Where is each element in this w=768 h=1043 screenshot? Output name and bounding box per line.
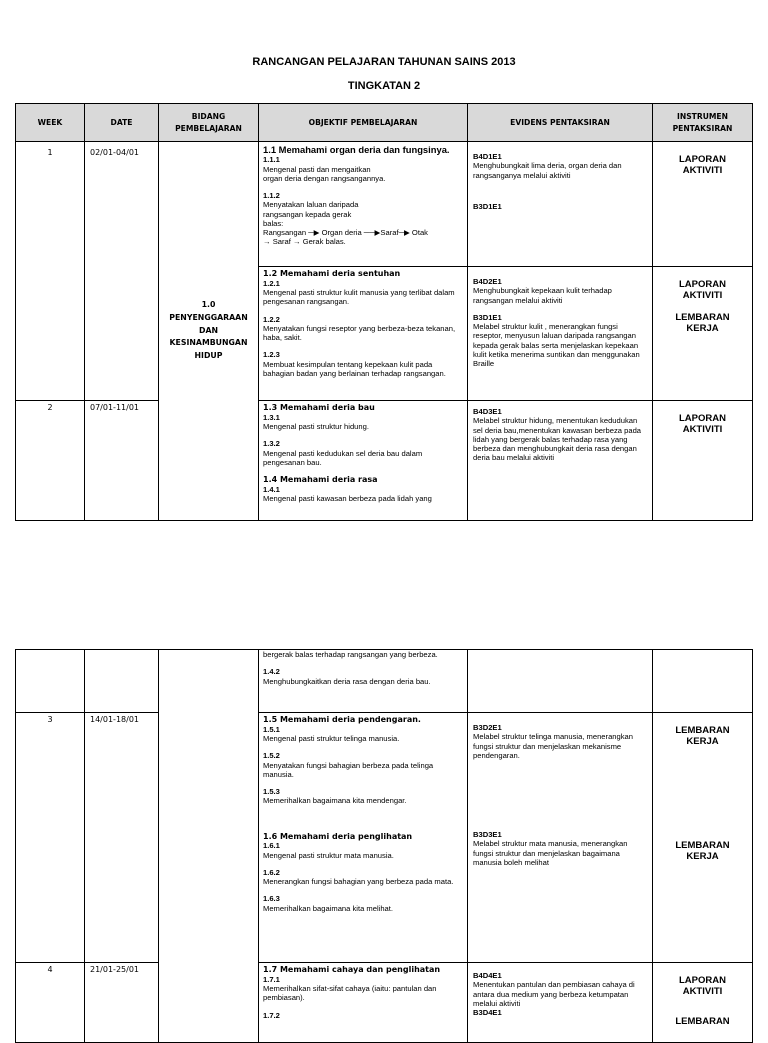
instrument-cell — [653, 650, 753, 713]
table-row — [16, 713, 753, 963]
bidang-cell — [159, 650, 259, 1043]
objective-number: 1.3.1 — [263, 412, 280, 422]
arrow-right-icon: → — [263, 237, 271, 247]
arrow-right-icon: → — [293, 237, 301, 247]
instrument-label: KERJA — [686, 851, 719, 863]
header-instrumen-line2: PENTAKSIRAN — [672, 123, 733, 133]
evidence-code: B3D1E1 — [473, 312, 502, 322]
objective-cell — [259, 713, 468, 963]
objective-text: Mengenal pasti struktur hidung. — [263, 422, 369, 431]
objective-text: organ deria dengan rangsangannya. — [263, 173, 386, 183]
flow-step: Saraf — [380, 228, 399, 238]
objective-text: Mengenal pasti struktur kulit manusia yang terlibat dalam pengesanan rangsangan. — [263, 288, 455, 307]
evidence-code: B4D3E1 — [473, 407, 502, 416]
objective-text: Memerihalkan bagaimana kita mendengar. — [263, 796, 407, 806]
objective-text: Memerihalkan bagaimana kita melihat. — [263, 903, 394, 913]
evidence-cell — [468, 267, 653, 401]
objective-cell — [259, 650, 468, 713]
evidence-code: B4D4E1 — [473, 971, 502, 980]
header-row — [16, 104, 753, 142]
objective-text: bergerak balas terhadap rangsangan yang berbeza. — [263, 650, 438, 659]
objective-number: 1.6.1 — [263, 841, 280, 851]
objective-text: Menghubungkaitkan deria rasa dengan deria bau. — [263, 676, 431, 686]
week-cell: 3 — [16, 713, 85, 963]
flow-step: Saraf — [272, 237, 291, 247]
objective-number: 1.6.3 — [263, 894, 280, 904]
instrument-label: AKTIVITI — [682, 290, 723, 302]
week-cell: 4 — [16, 963, 85, 1043]
header-date: DATE — [85, 104, 159, 142]
objective-number: 1.2.1 — [263, 278, 280, 288]
header-objektif: OBJEKTIF PEMBELAJARAN — [259, 104, 468, 142]
week-cell: 2 — [16, 401, 85, 521]
evidence-cell — [468, 401, 653, 521]
evidence-text: Menghubungkait lima deria, organ deria dan rangsanganya melalui aktiviti — [473, 161, 622, 180]
date-cell: 14/01-18/01 — [85, 713, 159, 963]
flow-step: Otak — [411, 228, 428, 238]
flow-step: Gerak balas. — [302, 237, 346, 247]
bidang-cell — [159, 142, 259, 521]
week-cell: 1 — [16, 142, 85, 401]
objective-text: Menerangkan fungsi bahagian yang berbeza pada mata. — [263, 877, 454, 886]
instrument-label: LEMBARAN — [675, 839, 730, 851]
evidence-text: Menghubungkait kepekaan kulit terhadap rangsangan melalui aktiviti — [473, 286, 612, 305]
objective-text: Menyatakan laluan daripada — [263, 200, 359, 210]
objective-number: 1.1.2 — [263, 191, 280, 201]
objective-number: 1.4.2 — [263, 667, 280, 677]
objective-number: 1.3.2 — [263, 439, 280, 449]
objective-cell — [259, 401, 468, 521]
instrument-cell — [653, 267, 753, 401]
evidence-text: Melabel struktur kulit , menerangkan fungsi reseptor, menyusun laluan daripada rangsangan kepada gerak balas serta menjelaskan kepekaan kulit ketika menerima suntikan dan menggunakan Braille — [473, 322, 640, 368]
plan-table-page2 — [15, 649, 753, 1043]
objective-number: 1.5.1 — [263, 724, 280, 734]
objective-cell — [259, 142, 468, 267]
flow-step: Organ deria — [321, 228, 362, 238]
instrument-cell — [653, 713, 753, 963]
evidence-cell — [468, 713, 653, 963]
section-title: 1.5 Memahami deria pendengaran. — [263, 715, 421, 724]
section-title: 1.6 Memahami deria penglihatan — [263, 831, 413, 841]
plan-table-page1 — [15, 103, 753, 521]
objective-text: Mengenal pasti struktur telinga manusia. — [263, 734, 400, 743]
objective-number: 1.1.1 — [263, 155, 280, 165]
evidence-code: B3D1E1 — [473, 201, 502, 211]
objective-text: Mengenal pasti struktur mata manusia. — [263, 850, 394, 860]
document-subtitle: TINGKATAN 2 — [347, 80, 421, 92]
instrument-label: AKTIVITI — [682, 986, 723, 998]
evidence-text: Melabel struktur telinga manusia, menerangkan fungsi struktur dan menjelaskan mekanisme pendengaran. — [473, 732, 633, 760]
header-instrumen-line1: INSTRUMEN — [677, 111, 728, 121]
table-row — [16, 142, 753, 267]
instrument-label: AKTIVITI — [682, 165, 723, 177]
objective-text: rangsangan kepada gerak — [263, 209, 352, 219]
bidang-line: DAN — [198, 325, 219, 335]
instrument-label: LAPORAN — [679, 154, 726, 165]
objective-number: 1.2.2 — [263, 314, 280, 324]
instrument-label: LAPORAN — [679, 975, 726, 986]
date-cell: 21/01-25/01 — [85, 963, 159, 1043]
evidence-code: B4D2E1 — [473, 277, 502, 286]
evidence-text: Menentukan pantulan dan pembiasan cahaya di antara dua medium yang berbeza ketumpatan melalui aktiviti — [473, 980, 635, 1008]
objective-number: 1.2.3 — [263, 350, 280, 360]
header-week: WEEK — [16, 104, 85, 142]
objective-number: 1.6.2 — [263, 867, 280, 877]
objective-text: Mengenal pasti kedudukan sel deria bau dalam pengesanan bau. — [263, 448, 423, 467]
objective-text: Mengenal pasti kawasan berbeza pada lidah yang — [263, 494, 432, 503]
objective-text: Menyatakan fungsi bahagian berbeza pada telinga manusia. — [263, 760, 434, 779]
table-row — [16, 650, 753, 713]
instrument-label: AKTIVITI — [682, 424, 723, 436]
evidence-cell — [468, 650, 653, 713]
instrument-label: KERJA — [686, 323, 719, 335]
bidang-line: 1.0 — [201, 299, 216, 309]
evidence-cell — [468, 142, 653, 267]
week-cell — [16, 650, 85, 713]
section-title: 1.1 Memahami organ deria dan fungsinya. — [263, 144, 450, 155]
objective-text: Menyatakan fungsi reseptor yang berbeza-beza tekanan, haba, sakit. — [263, 323, 456, 342]
instrument-label: KERJA — [686, 736, 719, 748]
flow-step: Rangsangan — [263, 228, 307, 238]
objective-cell — [259, 963, 468, 1043]
evidence-text: Melabel struktur hidung, menentukan kedudukan sel deria bau,menentukan kawasan berbeza pada lidah yang bergerak balas terhadap rasa yang berbeza dan menghubungkait deria rasa dengan deria bau melalui aktiviti — [473, 416, 642, 463]
objective-text: balas: — [263, 218, 284, 228]
header-bidang-line1: BIDANG — [191, 111, 226, 121]
bidang-line: KESINAMBUNGAN — [169, 338, 248, 348]
objective-cell — [259, 267, 468, 401]
flow-line — [263, 228, 464, 237]
objective-number: 1.4.1 — [263, 484, 280, 494]
instrument-label: LAPORAN — [679, 279, 726, 290]
evidence-text: Melabel struktur mata manusia, menerangkan fungsi struktur dan menjelaskan bagaimana manusia boleh melihat — [473, 839, 628, 867]
flow-line — [263, 237, 464, 246]
date-cell: 07/01-11/01 — [85, 401, 159, 521]
instrument-cell — [653, 401, 753, 521]
section-title: 1.2 Memahami deria sentuhan — [263, 269, 401, 278]
objective-text: Memerihalkan sifat-sifat cahaya (iaitu: pantulan dan pembiasan). — [263, 984, 437, 1003]
evidence-code: B3D2E1 — [473, 723, 502, 732]
section-title: 1.3 Memahami deria bau — [263, 403, 375, 412]
bidang-line: HIDUP — [194, 351, 223, 361]
header-bidang-line2: PEMBELAJARAN — [175, 123, 242, 133]
arrow-right-icon: ─▶ — [398, 228, 410, 238]
instrument-label: LEMBARAN — [675, 311, 730, 323]
instrument-cell — [653, 963, 753, 1043]
evidence-code: B3D4E1 — [473, 1008, 502, 1017]
date-cell — [85, 650, 159, 713]
objective-text: Mengenal pasti dan mengaitkan — [263, 164, 371, 174]
instrument-cell — [653, 142, 753, 267]
objective-text: Membuat kesimpulan tentang kepekaan kulit pada bahagian badan yang berlainan terhadap rangsangan. — [263, 359, 446, 378]
evidence-cell — [468, 963, 653, 1043]
objective-number: 1.5.2 — [263, 751, 280, 761]
instrument-label: LEMBARAN — [675, 725, 730, 736]
table-row — [16, 401, 753, 521]
table-row — [16, 963, 753, 1043]
section-title: 1.4 Memahami deria rasa — [263, 475, 378, 484]
bidang-line: PENYENGGARAAN — [169, 312, 248, 322]
instrument-label: LEMBARAN — [675, 1015, 730, 1027]
document-title: RANCANGAN PELAJARAN TAHUNAN SAINS 2013 — [252, 56, 516, 68]
header-bidang — [159, 104, 259, 142]
arrow-right-icon: ─▶ — [308, 228, 320, 238]
arrow-right-icon: ──▶ — [363, 228, 381, 238]
section-title: 1.7 Memahami cahaya dan penglihatan — [263, 965, 441, 974]
header-evidens: EVIDENS PENTAKSIRAN — [468, 104, 653, 142]
evidence-code: B3D3E1 — [473, 830, 502, 839]
header-instrumen — [653, 104, 753, 142]
evidence-code: B4D1E1 — [473, 152, 502, 161]
objective-number: 1.7.2 — [263, 1010, 280, 1020]
objective-number: 1.5.3 — [263, 787, 280, 796]
objective-number: 1.7.1 — [263, 974, 280, 984]
date-cell: 02/01-04/01 — [85, 142, 159, 401]
instrument-label: LAPORAN — [679, 413, 726, 424]
